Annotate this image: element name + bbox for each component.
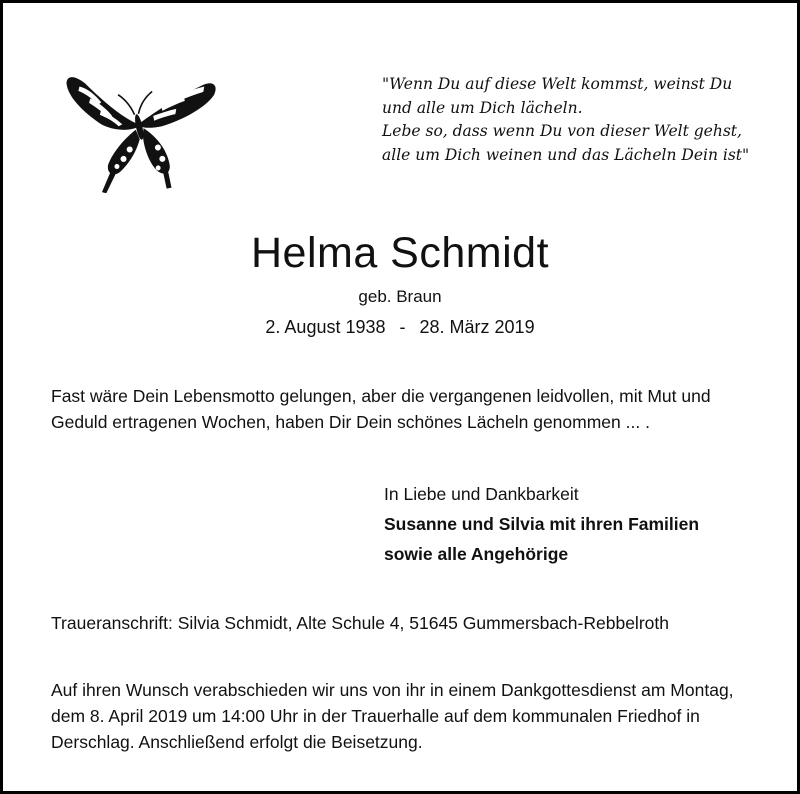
service-line: dem 8. April 2019 um 14:00 Uhr in der Trauerhalle auf dem kommunalen Friedhof in	[51, 706, 700, 726]
signoff-block	[384, 479, 699, 569]
quote-line: alle um Dich weinen und das Lächeln Dein ist"	[382, 145, 750, 164]
maiden-name: geb. Braun	[358, 287, 442, 306]
date-separator: -	[399, 317, 406, 337]
quote-block	[382, 73, 782, 167]
mourner-line: sowie alle Angehörige	[384, 544, 569, 564]
death-date: 28. März 2019	[419, 317, 535, 337]
quote-line: "Wenn Du auf diese Welt kommst, weinst Du	[382, 75, 733, 93]
motto-paragraph	[51, 383, 711, 435]
quote-line: Lebe so, dass wenn Du von dieser Welt gehst,	[382, 122, 742, 140]
birth-date: 2. August 1938	[265, 317, 386, 337]
service-line: Auf ihren Wunsch verabschieden wir uns von ihr in einem Dankgottesdienst am Montag,	[51, 680, 734, 700]
quote-line: und alle um Dich lächeln.	[382, 98, 583, 117]
deceased-name: Helma Schmidt	[250, 229, 550, 277]
service-line: Derschlag. Anschließend erfolgt die Beisetzung.	[51, 732, 423, 752]
address-line: Traueranschrift: Silvia Schmidt, Alte Schule 4, 51645 Gummersbach-Rebbelroth	[51, 613, 669, 633]
motto-line: Geduld ertragenen Wochen, haben Dir Dein schönes Lächeln genommen ... .	[51, 412, 650, 432]
service-paragraph	[51, 677, 734, 755]
mourning-address	[51, 610, 669, 636]
motto-line: Fast wäre Dein Lebensmotto gelungen, aber die vergangenen leidvollen, mit Mut und	[51, 386, 711, 406]
butterfly-icon	[49, 59, 227, 193]
signoff-intro: In Liebe und Dankbarkeit	[384, 484, 579, 504]
mourner-line: Susanne und Silvia mit ihren Familien	[384, 514, 700, 534]
life-dates	[3, 317, 797, 338]
